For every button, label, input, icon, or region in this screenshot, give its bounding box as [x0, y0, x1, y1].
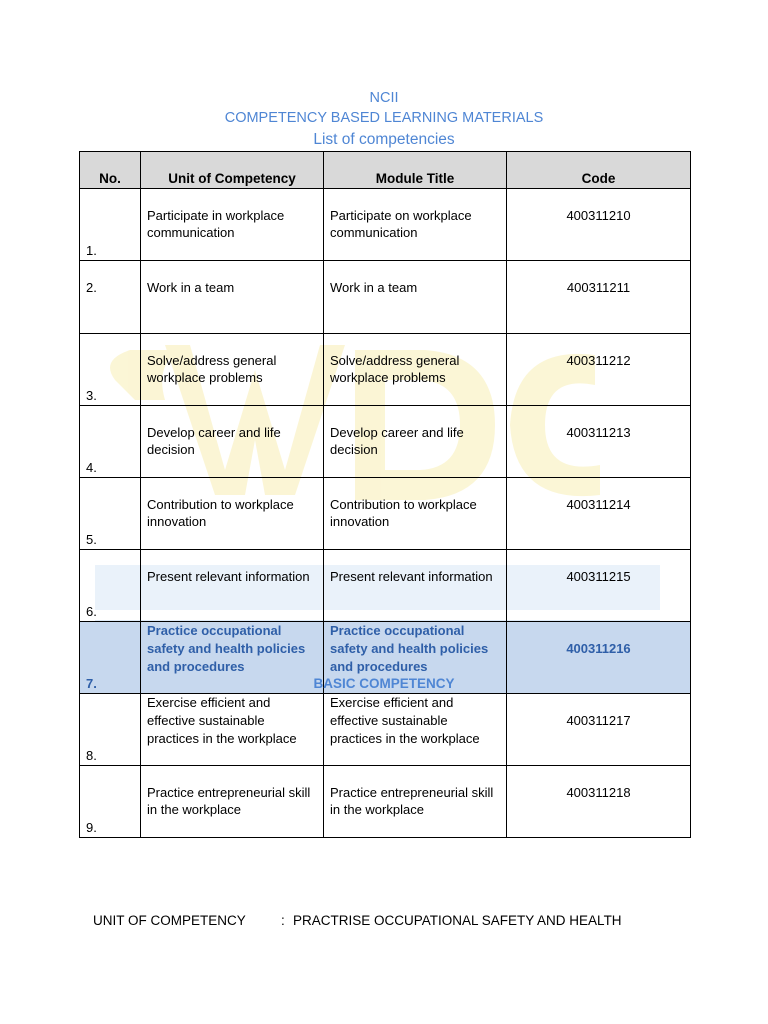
row-code: 400311213: [507, 406, 691, 478]
unit-of-competency-separator: :: [281, 913, 285, 928]
row-unit: Present relevant information: [141, 550, 324, 622]
row-code: 400311212: [507, 334, 691, 406]
row-number: 1.: [80, 189, 141, 261]
column-header-module: Module Title: [324, 152, 507, 189]
table-row: [80, 334, 691, 406]
column-header-code: Code: [507, 152, 691, 189]
row-code: 400311210: [507, 189, 691, 261]
row-module: Develop career and life decision: [324, 406, 507, 478]
row-number: 5.: [80, 478, 141, 550]
row-code: 400311218: [507, 766, 691, 838]
row-code: 400311215: [507, 550, 691, 622]
row-unit: Work in a team: [141, 261, 324, 334]
column-header-no: No.: [80, 152, 141, 189]
row-number: 4.: [80, 406, 141, 478]
row-number: 8.: [80, 694, 141, 766]
table-row: [80, 189, 691, 261]
row-module: Exercise efficient and effective sustainable practices in the workplace: [324, 694, 507, 766]
row-code: 400311216: [507, 622, 691, 694]
row-module: Solve/address general workplace problems: [324, 334, 507, 406]
table-row: [80, 550, 691, 622]
unit-of-competency-label: UNIT OF COMPETENCY: [93, 913, 246, 928]
row-module: Participate on workplace communication: [324, 189, 507, 261]
table-caption: BASIC COMPETENCY: [313, 676, 455, 691]
row-number: 9.: [80, 766, 141, 838]
column-header-unit: Unit of Competency: [141, 152, 324, 189]
row-number: 3.: [80, 334, 141, 406]
row-code: 400311211: [507, 261, 691, 334]
row-module: Practice entrepreneurial skill in the workplace: [324, 766, 507, 838]
row-code: 400311217: [507, 694, 691, 766]
table-row: [80, 694, 691, 766]
row-code: 400311214: [507, 478, 691, 550]
row-module: Practice occupational safety and health policies and procedures: [324, 622, 507, 694]
row-unit: Develop career and life decision: [141, 406, 324, 478]
row-number: 6.: [80, 550, 141, 622]
header-subtitle: List of competencies: [313, 131, 455, 148]
table-row: [80, 766, 691, 838]
table-row: [80, 261, 691, 334]
unit-of-competency-value: PRACTRISE OCCUPATIONAL SAFETY AND HEALTH: [293, 913, 622, 928]
competency-table: [79, 151, 691, 838]
header-ncii: NCII: [369, 90, 399, 106]
row-unit: Practice occupational safety and health policies and procedures: [141, 622, 324, 694]
table-row: [80, 406, 691, 478]
row-number: 2.: [80, 261, 141, 334]
row-module: Present relevant information: [324, 550, 507, 622]
row-number: 7.: [80, 622, 141, 694]
row-unit: Contribution to workplace innovation: [141, 478, 324, 550]
row-unit: Solve/address general workplace problems: [141, 334, 324, 406]
table-row: [80, 478, 691, 550]
row-module: Contribution to workplace innovation: [324, 478, 507, 550]
header-title: COMPETENCY BASED LEARNING MATERIALS: [224, 110, 544, 126]
table-header-row: [80, 152, 691, 189]
row-unit: Participate in workplace communication: [141, 189, 324, 261]
row-unit: Exercise efficient and effective sustainable practices in the workplace: [141, 694, 324, 766]
row-module: Work in a team: [324, 261, 507, 334]
row-unit: Practice entrepreneurial skill in the workplace: [141, 766, 324, 838]
